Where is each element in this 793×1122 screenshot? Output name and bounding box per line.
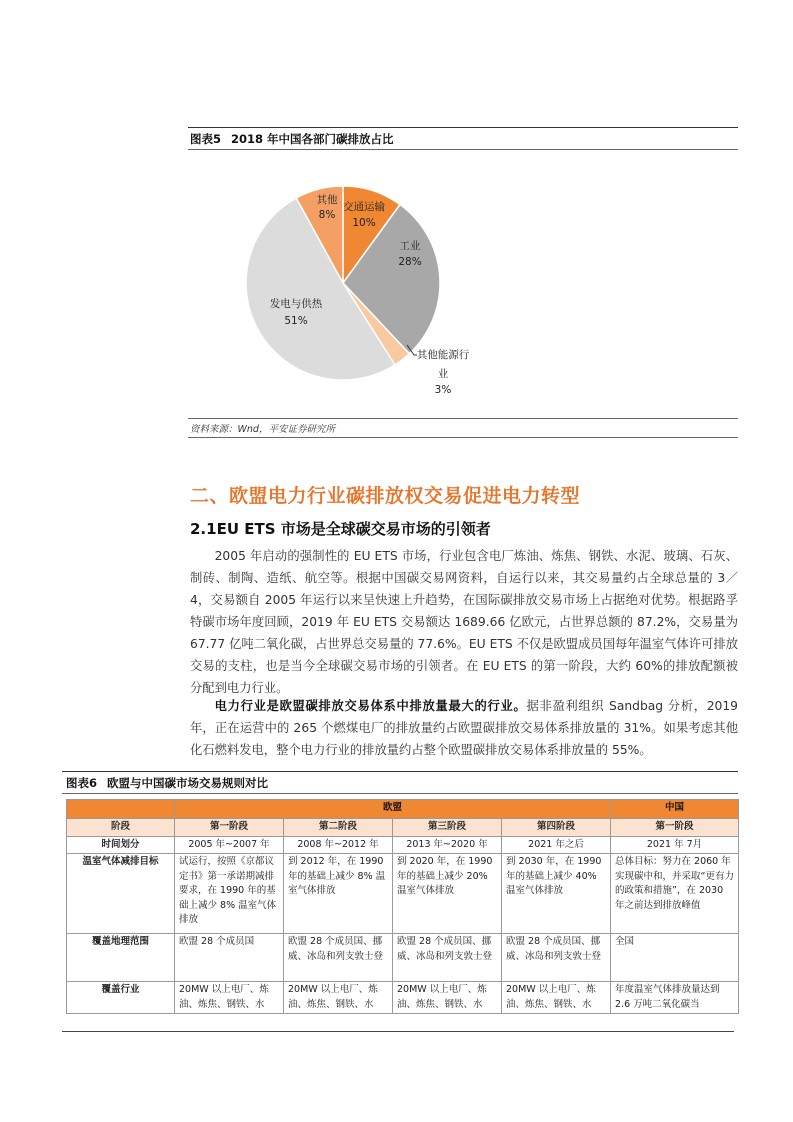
target-cell: 到 2012 年，在 1990 年的基础上减少 8% 温室气体排放 — [284, 854, 393, 934]
figure6-number: 图表6 — [66, 776, 98, 790]
pie-label-name: 其他 — [316, 194, 338, 206]
row-header-time: 时间划分 — [67, 836, 175, 854]
table-header-eu: 欧盟 — [175, 800, 611, 819]
pie-label-name: 业 — [437, 368, 449, 380]
table-header-blank — [67, 800, 175, 819]
industry-cell: 20MW 以上电厂、炼油、炼焦、钢铁、水 — [284, 982, 393, 1014]
geo-cell: 欧盟 28 个成员国、挪威、冰岛和列支敦士登 — [284, 934, 393, 982]
figure5-pie-chart — [188, 150, 738, 415]
table-header-row — [67, 800, 739, 819]
figure5-title-text: 2018 年中国各部门碳排放占比 — [231, 132, 394, 146]
row-header-target: 温室气体减排目标 — [67, 854, 175, 934]
carbon-market-comparison-table — [66, 799, 739, 1014]
figure5-number: 图表5 — [190, 132, 222, 146]
pie-label-value: 51% — [284, 315, 308, 327]
time-cell: 2021 年之后 — [502, 836, 611, 854]
figure5-top-rule — [188, 127, 738, 128]
pie-label-value: 28% — [398, 256, 422, 268]
table-row-industry — [67, 982, 739, 1014]
target-cell: 总体目标：努力在 2060 年实现碳中和，并采取“更有力的政策和措施”，在 2030 年之前达到排放峰值 — [611, 854, 739, 934]
row-header-industry: 覆盖行业 — [67, 982, 175, 1014]
pie-label-value: 3% — [434, 384, 452, 396]
industry-cell: 20MW 以上电厂、炼油、炼焦、钢铁、水 — [393, 982, 502, 1014]
pie-label-name: 其他能源行 — [416, 349, 470, 361]
industry-cell: 20MW 以上电厂、炼油、炼焦、钢铁、水 — [175, 982, 284, 1014]
figure5-source-rule — [188, 437, 738, 438]
target-cell: 试运行，按照《京都议定书》第一承诺期减排要求，在 1990 年的基础上减少 8% 温室气体排放 — [175, 854, 284, 934]
geo-cell: 全国 — [611, 934, 739, 982]
section-heading: 二、欧盟电力行业碳排放权交易促进电力转型 — [190, 485, 581, 507]
table-row-time — [67, 836, 739, 854]
figure6-top-rule — [62, 771, 738, 772]
body-paragraph-2 — [190, 695, 738, 761]
page-footer-rule — [62, 1031, 734, 1032]
industry-cell: 年度温室气体排放量达到 2.6 万吨二氧化碳当 — [611, 982, 739, 1014]
table-header-cn: 中国 — [611, 800, 739, 819]
time-cell: 2021 年 7月 — [611, 836, 739, 854]
figure5-title — [190, 131, 394, 147]
time-cell: 2005 年~2007 年 — [175, 836, 284, 854]
figure5-source: 资料来源：Wnd，平安证券研究所 — [190, 424, 335, 435]
paragraph-2-rest: 据非盈利组织 Sandbag 分析，2019 年，正在运营中的 265 个燃煤电厂的排放量约占欧盟碳排放交易体系排放量的 31%。如果考虑其他化石燃料发电，整个电力行业的排放量约占整个欧盟碳排放交易体系排放量的 55%。 — [190, 699, 738, 757]
stage-cell: 第三阶段 — [393, 819, 502, 837]
figure6-title — [66, 775, 268, 791]
stage-cell: 第四阶段 — [502, 819, 611, 837]
row-header-geo: 覆盖地理范围 — [67, 934, 175, 982]
time-cell: 2013 年~2020 年 — [393, 836, 502, 854]
stage-cell: 第二阶段 — [284, 819, 393, 837]
geo-cell: 欧盟 28 个成员国 — [175, 934, 284, 982]
body-paragraph-1: 2005 年启动的强制性的 EU ETS 市场，行业包含电厂炼油、炼焦、钢铁、水泥、玻璃、石灰、制砖、制陶、造纸、航空等。根据中国碳交易网资料，自运行以来，其交易量约占全球总量的 3／4，交易额自 2005 年运行以来呈快速上升趋势，在国际碳排放交易市场上占据绝对优势。根据路孚特碳市场年度回顾，2019 年 EU ETS 交易额达 1689.66 亿欧元，占世界总额的 87.2%，交易量为 67.77 亿吨二氧化碳，占世界总交易量的 77.6%。EU ETS 不仅是欧盟成员国每年温室气体许可排放交易的支柱，也是当今全球碳交易市场的引领者。在 EU ETS 的第一阶段，大约 60%的排放配额被分配到电力行业。 — [190, 549, 738, 695]
target-cell: 到 2030 年，在 1990 年的基础上减少 40% 温室气体排放 — [502, 854, 611, 934]
paragraph-2-bold-lead: 电力行业是欧盟碳排放交易体系中排放量最大的行业。 — [214, 699, 527, 713]
figure6-header-rule — [62, 793, 738, 794]
table-row-target — [67, 854, 739, 934]
geo-cell: 欧盟 28 个成员国、挪威、冰岛和列支敦士登 — [502, 934, 611, 982]
row-header-stage: 阶段 — [67, 819, 175, 837]
time-cell: 2008 年~2012 年 — [284, 836, 393, 854]
figure5-bottom-rule — [188, 418, 738, 419]
stage-cell: 第一阶段 — [175, 819, 284, 837]
table-row-geo — [67, 934, 739, 982]
pie-label-name: 交通运输 — [343, 201, 385, 213]
pie-label-value: 10% — [352, 217, 376, 229]
stage-cell: 第一阶段 — [611, 819, 739, 837]
figure6-title-text: 欧盟与中国碳市场交易规则对比 — [107, 776, 269, 790]
pie-label-name: 发电与供热 — [269, 298, 323, 310]
geo-cell: 欧盟 28 个成员国、挪威、冰岛和列支敦士登 — [393, 934, 502, 982]
subsection-heading: 2.1EU ETS 市场是全球碳交易市场的引领者 — [190, 520, 491, 538]
table-row-stage — [67, 819, 739, 837]
pie-label-name: 工业 — [399, 240, 421, 252]
industry-cell: 20MW 以上电厂、炼油、炼焦、钢铁、水 — [502, 982, 611, 1014]
pie-label-value: 8% — [318, 209, 336, 221]
target-cell: 到 2020 年，在 1990 年的基础上减少 20% 温室气体排放 — [393, 854, 502, 934]
